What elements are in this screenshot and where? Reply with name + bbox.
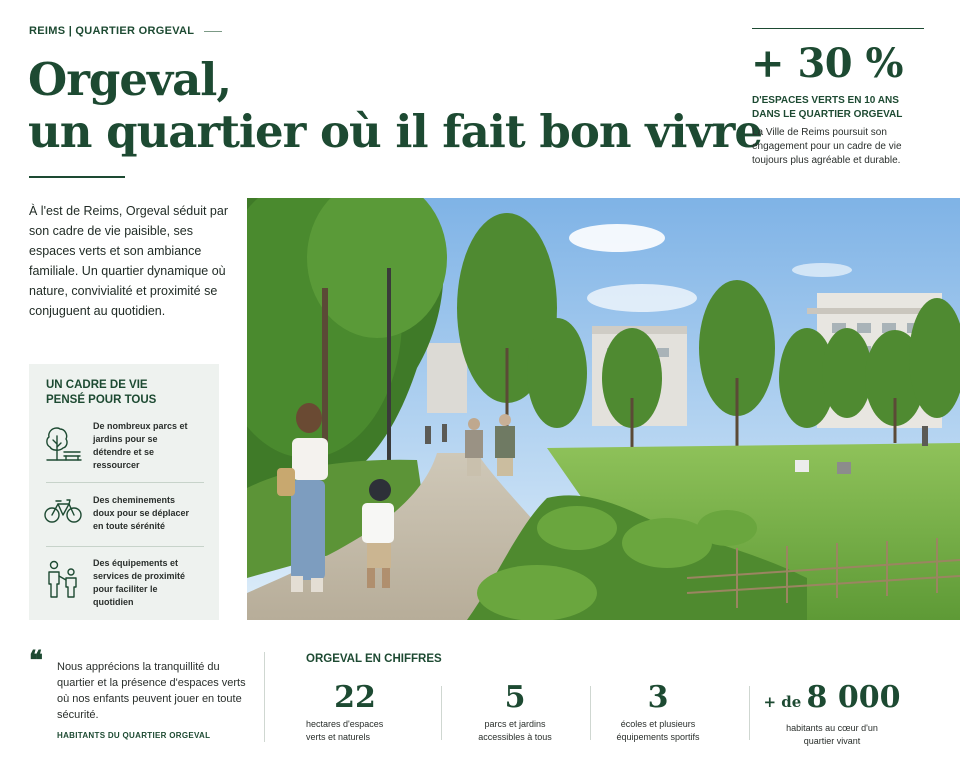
figures-title: ORGEVAL EN CHIFFRES: [306, 653, 442, 665]
park-photo: [247, 198, 960, 620]
figure-value: [450, 680, 580, 716]
figure-value: [762, 680, 902, 720]
feature-parks: [43, 420, 207, 472]
figure-number: 5: [504, 680, 526, 715]
feature-parks-text: De nombreux parcs et jardins pour se détendre et se ressourcer: [93, 421, 188, 470]
highlight-rule: [752, 28, 924, 29]
highlight-caption: D'ESPACES VERTS EN 10 ANS DANS LE QUARTIER ORGEVAL: [752, 95, 903, 120]
panel-divider: [46, 482, 204, 483]
feature-paths-text: Des cheminements doux pour se déplacer en toute sérénité: [93, 495, 190, 531]
figure-number: 8 000: [806, 680, 901, 715]
figure-value: [290, 680, 420, 716]
page-title: [28, 54, 762, 158]
figure-inhabitants: [762, 680, 902, 748]
title-line-2: un quartier où il fait bon vivre: [28, 105, 762, 158]
figure-parks: [450, 680, 580, 744]
figure-number: 3: [647, 680, 669, 715]
highlight-text: La Ville de Reims poursuit son engagement pour un cadre de vie toujours plus agréable et durable.: [752, 127, 902, 166]
figures-divider: [590, 686, 591, 740]
kicker: [29, 25, 222, 37]
figures-divider: [749, 686, 750, 740]
panel-title-line-2: PENSÉ POUR TOUS: [46, 394, 157, 406]
figure-hectares: [290, 680, 420, 744]
figure-label: hectares d'espaces verts et naturels: [306, 719, 384, 742]
family-icon: [43, 557, 93, 601]
testimonial-source: HABITANTS DU QUARTIER ORGEVAL: [57, 731, 211, 740]
panel-title: [46, 378, 156, 408]
features-panel: [29, 364, 219, 620]
feature-paths: [43, 494, 207, 533]
figure-number: 22: [334, 680, 376, 715]
figure-schools: [598, 680, 718, 744]
highlight-value: + 30 %: [751, 40, 904, 87]
quote-mark-icon: ❝: [29, 646, 43, 676]
kicker-rule: [204, 31, 222, 32]
figure-prefix: + de: [763, 693, 807, 711]
feature-services-text: Des équipements et services de proximité pour faciliter le quotidien: [93, 558, 186, 607]
title-underline: [29, 176, 125, 178]
intro-paragraph: À l'est de Reims, Orgeval séduit par son cadre de vie paisible, ses espaces verts et son ambiance familiale. Un quartier dynamique où nature, convivialité et proximité se conjuguent au quotidien.: [29, 204, 228, 318]
feature-services: [43, 557, 207, 609]
figure-value: [598, 680, 718, 716]
panel-title-line-1: UN CADRE DE VIE: [46, 379, 148, 391]
tree-bench-icon: [43, 420, 93, 464]
figures-divider: [441, 686, 442, 740]
kicker-text: REIMS | QUARTIER ORGEVAL: [29, 25, 195, 37]
bicycle-icon: [43, 494, 93, 524]
figure-label: habitants au cœur d'un quartier vivant: [786, 723, 878, 746]
title-line-1: Orgeval,: [28, 53, 232, 106]
panel-divider: [46, 546, 204, 547]
section-divider: [264, 652, 265, 742]
figure-label: parcs et jardins accessibles à tous: [478, 719, 552, 742]
figure-label: écoles et plusieurs équipements sportifs: [616, 719, 700, 742]
testimonial-quote: Nous apprécions la tranquillité du quartier et la présence d'espaces verts où nos enfants peuvent jouer en toute sécurité.: [57, 661, 246, 721]
